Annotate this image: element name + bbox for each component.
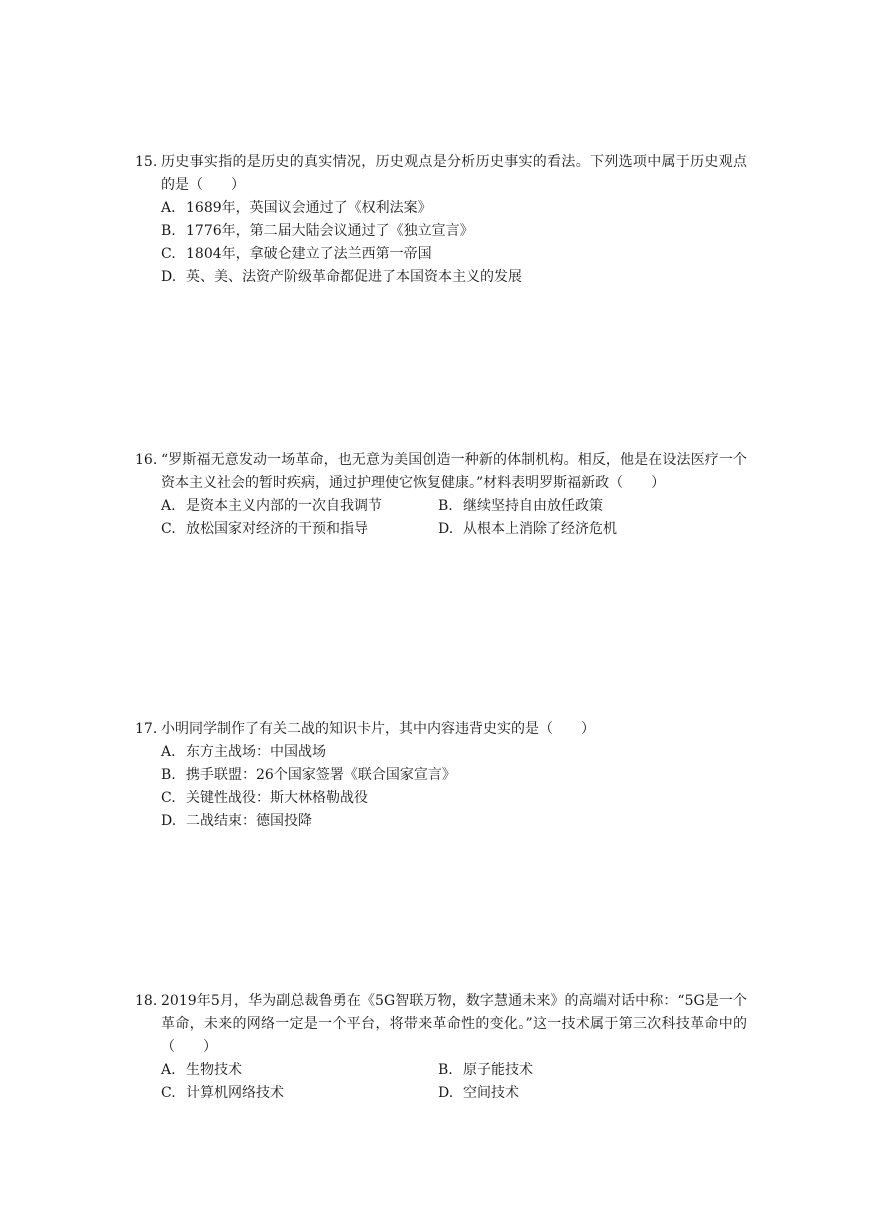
option-text: 从根本上消除了经济危机 xyxy=(463,521,617,537)
option-letter: C. xyxy=(161,1085,176,1101)
option-letter: A. xyxy=(161,1062,176,1078)
option-text: 东方主战场：中国战场 xyxy=(186,744,326,760)
option-text: 1776年，第二届大陆会议通过了《独立宣言》 xyxy=(186,223,474,239)
option-c xyxy=(161,518,438,541)
question-16 xyxy=(135,449,747,541)
question-text: 历史事实指的是历史的真实情况，历史观点是分析历史事实的看法。下列选项中属于历史观点的是（ ） xyxy=(161,154,747,193)
option-b xyxy=(438,1059,715,1082)
option-list xyxy=(135,197,747,289)
option-text: 1689年，英国议会通过了《权利法案》 xyxy=(186,200,432,216)
option-b xyxy=(438,495,715,518)
option-letter: C. xyxy=(161,246,176,262)
option-list xyxy=(135,1059,747,1105)
option-letter: C. xyxy=(161,790,176,806)
question-number: 18. xyxy=(135,993,158,1009)
question-15 xyxy=(135,151,747,289)
option-letter: B. xyxy=(161,767,176,783)
option-text: 1804年，拿破仑建立了法兰西第一帝国 xyxy=(186,246,432,262)
option-list xyxy=(135,741,747,833)
option-text: 生物技术 xyxy=(186,1062,242,1078)
option-letter: B. xyxy=(161,223,176,239)
question-stem xyxy=(135,990,747,1059)
option-a xyxy=(161,741,747,764)
option-text: 空间技术 xyxy=(463,1085,519,1101)
question-number: 15. xyxy=(135,154,158,170)
option-letter: D. xyxy=(161,269,177,285)
option-d xyxy=(161,266,747,289)
option-letter: D. xyxy=(438,521,454,537)
option-c xyxy=(161,787,747,810)
option-letter: A. xyxy=(161,744,176,760)
option-letter: D. xyxy=(438,1085,454,1101)
option-letter: B. xyxy=(438,498,453,514)
option-text: 英、美、法资产阶级革命都促进了本国资本主义的发展 xyxy=(186,269,522,285)
option-text: 计算机网络技术 xyxy=(186,1085,284,1101)
question-18 xyxy=(135,990,747,1105)
option-text: 继续坚持自由放任政策 xyxy=(463,498,603,514)
option-text: 原子能技术 xyxy=(463,1062,533,1078)
question-stem xyxy=(135,449,747,495)
option-list xyxy=(135,495,747,541)
option-d xyxy=(438,1082,715,1105)
option-c xyxy=(161,1082,438,1105)
option-a xyxy=(161,495,438,518)
question-17 xyxy=(135,718,747,833)
question-text: 2019年5月，华为副总裁鲁勇在《5G智联万物，数字慧通未来》的高端对话中称：“5G是一个革命，未来的网络一定是一个平台，将带来革命性的变化。”这一技术属于第三次科技革命中的（ ） xyxy=(161,993,747,1055)
option-d xyxy=(161,810,747,833)
option-letter: A. xyxy=(161,498,176,514)
option-letter: C. xyxy=(161,521,176,537)
option-text: 是资本主义内部的一次自我调节 xyxy=(186,498,382,514)
option-text: 二战结束：德国投降 xyxy=(186,813,312,829)
option-b xyxy=(161,764,747,787)
question-text: “罗斯福无意发动一场革命，也无意为美国创造一种新的体制机构。相反，他是在设法医疗一个资本主义社会的暂时疾病，通过护理使它恢复健康。”材料表明罗斯福新政（ ） xyxy=(161,452,747,491)
option-letter: B. xyxy=(438,1062,453,1078)
option-text: 携手联盟：26个国家签署《联合国家宣言》 xyxy=(186,767,456,783)
option-b xyxy=(161,220,747,243)
question-stem xyxy=(135,151,747,197)
question-number: 17. xyxy=(135,721,158,737)
option-letter: A. xyxy=(161,200,176,216)
option-a xyxy=(161,197,747,220)
question-number: 16. xyxy=(135,452,158,468)
question-text: 小明同学制作了有关二战的知识卡片，其中内容违背史实的是（ ） xyxy=(161,721,595,737)
option-text: 放松国家对经济的干预和指导 xyxy=(186,521,368,537)
option-letter: D. xyxy=(161,813,177,829)
option-a xyxy=(161,1059,438,1082)
option-text: 关键性战役：斯大林格勒战役 xyxy=(186,790,368,806)
option-d xyxy=(438,518,715,541)
question-stem xyxy=(135,718,747,741)
option-c xyxy=(161,243,747,266)
